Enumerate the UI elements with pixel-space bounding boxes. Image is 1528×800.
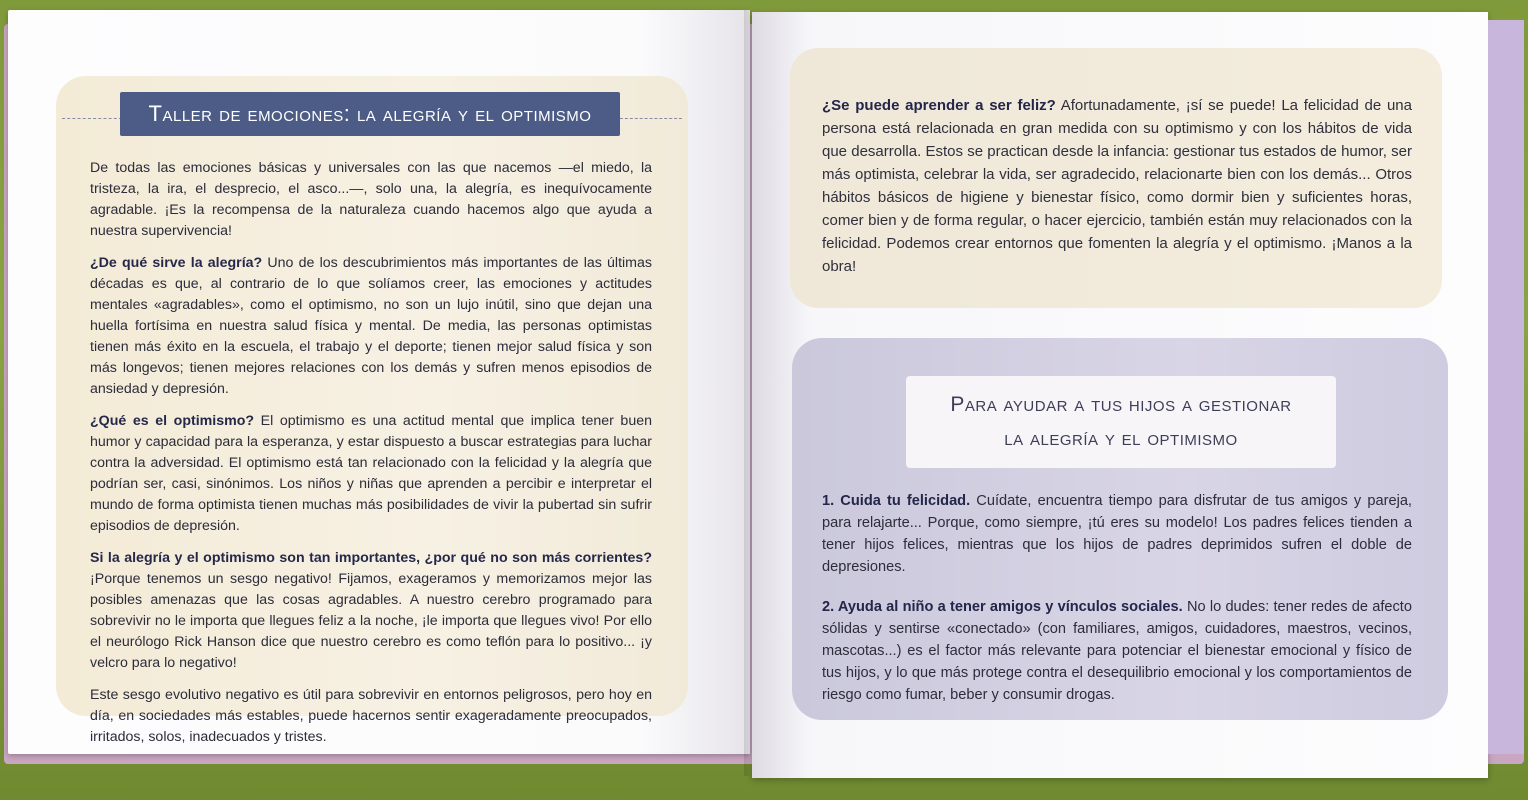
intro-text: Afortunadamente, ¡sí se puede! La felicidad de una persona está relacionada en gran medida con su optimismo y con los hábitos de vida que desarrolla. Estos se practican desde la infancia: gestionar tus estados de humor, ser más optimista, celebrar la vida, ser agradecido, relacionarte bien con los demás... Otros hábitos básicos de higiene y bienestar físico, como dormir bien y suficientes horas, comer bien y de forma regular, o hacer ejercicio, también están muy relacionados con la felicidad. Podemos crear entornos que fomenten la alegría y el optimismo. ¡Manos a la obra!	[822, 97, 1412, 275]
tips-heading-line2: la alegría y el optimismo	[1004, 427, 1238, 450]
paragraph-lead: ¿De qué sirve la alegría?	[90, 255, 263, 271]
tip-item	[822, 490, 1412, 578]
paragraph-text: El optimismo es una actitud mental que implica tener buen humor y capacidad para la esperanza, y estar dispuesto a buscar estrategias para luchar contra la adversidad. El optimismo está tan relacionado con la felicidad y la alegría que podrían ser, casi, sinónimos. Los niños y niñas que aprenden a percibir e interpretar el mundo de forma optimista tienen muchas más posibilidades de vivir la pubertad sin sufrir episodios de depresión.	[90, 413, 652, 534]
tip-item	[822, 596, 1412, 706]
intro-lead: ¿Se puede aprender a ser feliz?	[822, 97, 1056, 114]
tips-heading-line1: Para ayudar a tus hijos a gestionar	[950, 393, 1292, 416]
title-rule-right	[620, 118, 682, 119]
paragraph-lead: ¿Qué es el optimismo?	[90, 413, 255, 429]
paragraph-text: Este sesgo evolutivo negativo es útil para sobrevivir en entornos peligrosos, pero hoy en día, en sociedades más estables, puede hacernos sentir exageradamente preocupados, irritados, solos, inadecuados y tristes.	[90, 687, 652, 745]
tip-text: No lo dudes: tener redes de afecto sólidas y sentirse «conectado» (con familiares, amigos, cuidadores, maestros, vecinos, mascotas...) es el factor más relevante para potenciar el bienestar emocional y físico de tus hijos, y lo que más protege contra el desequilibrio emocional y los comportamientos de riesgo como fumar, beber y consumir drogas.	[822, 599, 1412, 703]
paragraph	[90, 548, 652, 674]
paragraph-lead: Si la alegría y el optimismo son tan importantes, ¿por qué no son más corrientes?	[90, 550, 652, 566]
paragraph	[90, 411, 652, 537]
paragraph	[90, 253, 652, 400]
paragraph	[90, 685, 652, 748]
tip-lead: 2. Ayuda al niño a tener amigos y vínculos sociales.	[822, 599, 1183, 615]
left-page-body	[90, 158, 652, 759]
paragraph-text: ¡Porque tenemos un sesgo negativo! Fijamos, exageramos y memorizamos mejor las posibles amenazas que las cosas agradables. A nuestro cerebro programado para sobrevivir no le importa que llegues feliz a la noche, ¡le importa que llegues vivo! Por ello el neurólogo Rick Hanson dice que nuestro cerebro es como teflón para lo positivo... ¡y velcro para lo negativo!	[90, 571, 652, 671]
tip-lead: 1. Cuida tu felicidad.	[822, 493, 971, 509]
tips-list	[822, 490, 1412, 724]
paragraph-text: De todas las emociones básicas y universales con las que nacemos —el miedo, la tristeza, la ira, el desprecio, el asco...—, solo una, la alegría, es inequívocamente agradable. ¡Es la recompensa de la naturaleza cuando hacemos algo que ayuda a nuestra supervivencia!	[90, 160, 652, 239]
paragraph-text: Uno de los descubrimientos más importantes de las últimas décadas es que, al contrario de lo que solíamos creer, las emociones y actitudes mentales «agradables», como el optimismo, no son un lujo inútil, sino que dejan una huella fortísima en nuestra salud física y mental. De media, las personas optimistas tienen más éxito en la escuela, el trabajo y el deporte; tienen mejor salud física y son más longevos; tienen mejores relaciones con los demás y sufren menos episodios de ansiedad y depresión.	[90, 255, 652, 397]
tip-text: Cuídate, encuentra tiempo para disfrutar de tus amigos y pareja, para relajarte... Porque, como siempre, ¡tú eres su modelo! Los padres felices tienden a tener hijos felices, mientras que los hijos de padres deprimidos sufren el doble de depresiones.	[822, 493, 1412, 575]
section-title-bar	[120, 92, 620, 136]
title-rule-left	[62, 118, 122, 119]
tips-heading-box	[906, 376, 1336, 468]
paragraph	[90, 158, 652, 242]
next-page-edge	[1488, 20, 1524, 754]
intro-paragraph	[822, 94, 1412, 278]
section-title: Taller de emociones: la alegría y el optimismo	[148, 101, 592, 126]
